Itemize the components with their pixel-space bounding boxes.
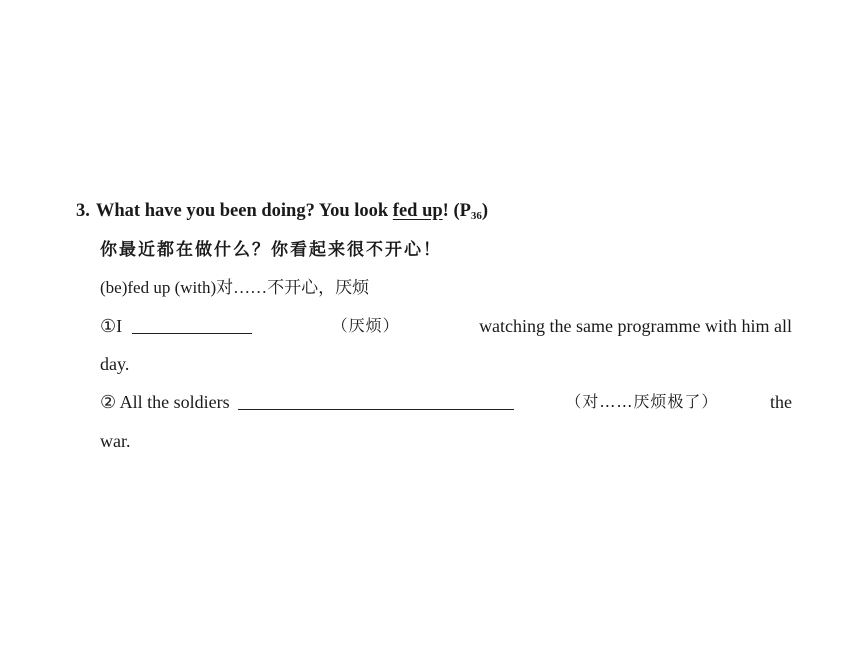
exercise-2 — [100, 390, 792, 414]
key-phrase: fed up — [392, 201, 443, 221]
usage-note: (be)fed up (with)对……不开心，厌烦 — [100, 278, 370, 297]
item-number: 3. — [76, 201, 90, 221]
page-number: 36 — [470, 210, 482, 222]
exercise-1-marker: ①I — [100, 316, 123, 336]
exercise-2-continuation: war. — [100, 431, 131, 451]
chinese-translation: 你最近都在做什么？你看起来很不开心！ — [100, 240, 442, 260]
sentence-text: What have you been doing? You look — [95, 201, 393, 221]
exercise-1 — [100, 314, 792, 338]
exercise-1-hint: （厌烦） — [331, 316, 400, 335]
exercise-1-after: watching the same programme with him all — [479, 316, 792, 336]
exercise-2-after: the — [770, 392, 792, 412]
page-ref-close: ) — [481, 201, 489, 221]
exercise-1-continuation: day. — [100, 354, 130, 374]
page-ref-open: ! (P — [442, 201, 471, 221]
exercise-2-marker: ② All the soldiers — [100, 392, 230, 412]
exercise-1-blank[interactable] — [132, 315, 252, 334]
exercise-2-stem — [100, 390, 514, 414]
exercise-2-blank[interactable] — [238, 391, 514, 410]
exercise-1-stem — [100, 314, 252, 338]
item-heading — [76, 199, 488, 228]
exercise-2-hint: （对……厌烦极了） — [565, 392, 719, 411]
